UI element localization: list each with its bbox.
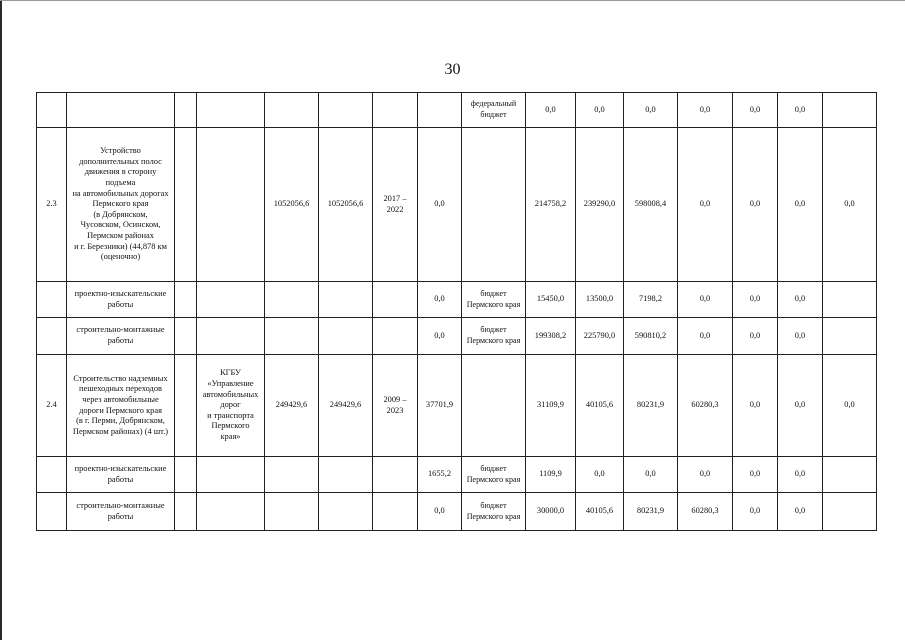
table-cell: 1052056,6 (319, 128, 373, 282)
table-cell (197, 282, 265, 318)
table-cell: 0,0 (418, 282, 462, 318)
table-cell: 1052056,6 (265, 128, 319, 282)
table-cell: 0,0 (418, 493, 462, 531)
table-row (37, 493, 877, 531)
table-cell (373, 457, 418, 493)
table-cell (175, 493, 197, 531)
table-cell: 249429,6 (265, 355, 319, 457)
table-cell: 0,0 (733, 318, 778, 355)
table-cell: бюджет Пермского края (462, 318, 526, 355)
table-cell: федеральный бюджет (462, 93, 526, 128)
table-row (37, 282, 877, 318)
table-cell (37, 318, 67, 355)
table-row (37, 128, 877, 282)
table-cell: строительно-монтажные работы (67, 318, 175, 355)
table-cell: проектно-изыскательские работы (67, 282, 175, 318)
table-row (37, 318, 877, 355)
table-cell: 249429,6 (319, 355, 373, 457)
table-cell (197, 128, 265, 282)
table-cell: проектно-изыскательские работы (67, 457, 175, 493)
table-body (37, 93, 877, 531)
table-cell: 0,0 (678, 282, 733, 318)
table-cell: 0,0 (778, 282, 823, 318)
table-cell: 7198,2 (624, 282, 678, 318)
table-cell (37, 457, 67, 493)
table-cell: 0,0 (576, 457, 624, 493)
table-cell (197, 93, 265, 128)
table-cell: бюджет Пермского края (462, 493, 526, 531)
table-cell: 13500,0 (576, 282, 624, 318)
table-cell (418, 93, 462, 128)
table-cell: 598008,4 (624, 128, 678, 282)
table-cell (37, 493, 67, 531)
table-cell: 0,0 (778, 493, 823, 531)
table-cell: 1655,2 (418, 457, 462, 493)
table-cell: 0,0 (526, 93, 576, 128)
table-cell: 0,0 (418, 128, 462, 282)
table-cell: 80231,9 (624, 493, 678, 531)
table-cell: 2.3 (37, 128, 67, 282)
table-cell: 30000,0 (526, 493, 576, 531)
table-cell: 0,0 (678, 457, 733, 493)
table-cell: 0,0 (778, 93, 823, 128)
table-cell: 0,0 (678, 318, 733, 355)
table-cell (265, 318, 319, 355)
table-cell (175, 457, 197, 493)
table-cell (175, 93, 197, 128)
table-cell (823, 493, 877, 531)
table-cell (175, 318, 197, 355)
table-cell (319, 93, 373, 128)
table-cell: 0,0 (823, 128, 877, 282)
table-cell: 31109,9 (526, 355, 576, 457)
table-row (37, 457, 877, 493)
table-cell: 60280,3 (678, 355, 733, 457)
table-cell: Устройство дополнительных полос движения в сторону подъема на автомобильных дорогах Пермского края (в Добрянском, Чусовском, Осинском, Пермском районах и г. Березники) (44,878 км (оценочно) (67, 128, 175, 282)
table-cell (67, 93, 175, 128)
table-cell (462, 355, 526, 457)
table-row (37, 355, 877, 457)
table-cell: 214758,2 (526, 128, 576, 282)
table-cell (175, 128, 197, 282)
table-cell: 0,0 (733, 457, 778, 493)
table-cell (823, 93, 877, 128)
table-cell: КГБУ «Управление автомобильных дорог и транспорта Пермского края» (197, 355, 265, 457)
table-cell (197, 493, 265, 531)
table-cell: 0,0 (733, 128, 778, 282)
table-cell (823, 318, 877, 355)
table-cell: 37701,9 (418, 355, 462, 457)
page-number: 30 (444, 61, 461, 78)
table-cell: 0,0 (624, 457, 678, 493)
table-cell (265, 493, 319, 531)
table-cell (823, 282, 877, 318)
table-cell (265, 282, 319, 318)
table-cell (175, 282, 197, 318)
table-cell (462, 128, 526, 282)
table-cell: 1109,9 (526, 457, 576, 493)
table-cell: 0,0 (778, 318, 823, 355)
table-cell: 225790,0 (576, 318, 624, 355)
table-cell (265, 93, 319, 128)
table-cell: бюджет Пермского края (462, 457, 526, 493)
table-cell (197, 457, 265, 493)
table-cell (197, 318, 265, 355)
table-cell (373, 493, 418, 531)
table-cell: 0,0 (823, 355, 877, 457)
table-cell: Строительство надземных пешеходных переходов через автомобильные дороги Пермского края (в г. Перми, Добрянском, Пермском районах) (4 шт.) (67, 355, 175, 457)
table-cell (319, 282, 373, 318)
table-cell: 0,0 (678, 93, 733, 128)
table-cell (37, 282, 67, 318)
table-cell: 0,0 (678, 128, 733, 282)
table-cell (319, 318, 373, 355)
page-left-edge (0, 0, 2, 640)
table-cell (373, 282, 418, 318)
table-cell: 2.4 (37, 355, 67, 457)
table-cell: 0,0 (778, 457, 823, 493)
table-cell (373, 318, 418, 355)
table-cell: 0,0 (733, 355, 778, 457)
table-cell: 0,0 (624, 93, 678, 128)
table-cell: 199308,2 (526, 318, 576, 355)
page-top-edge (0, 0, 905, 1)
table-cell: 2009 – 2023 (373, 355, 418, 457)
table-cell (265, 457, 319, 493)
table-cell: 15450,0 (526, 282, 576, 318)
table-cell (319, 457, 373, 493)
table-cell: 2017 – 2022 (373, 128, 418, 282)
table-cell: 0,0 (733, 93, 778, 128)
table-cell (373, 93, 418, 128)
table-cell: 0,0 (733, 282, 778, 318)
table-cell: 80231,9 (624, 355, 678, 457)
table-cell (823, 457, 877, 493)
table-cell (175, 355, 197, 457)
table-cell: 60280,3 (678, 493, 733, 531)
table-cell: 0,0 (733, 493, 778, 531)
program-table (36, 92, 877, 531)
table-cell: 590810,2 (624, 318, 678, 355)
table-cell (37, 93, 67, 128)
table-cell (319, 493, 373, 531)
table-row (37, 93, 877, 128)
table-cell: бюджет Пермского края (462, 282, 526, 318)
table-cell: 40105,6 (576, 355, 624, 457)
table-cell: 0,0 (418, 318, 462, 355)
table-cell: 239290,0 (576, 128, 624, 282)
table-cell: строительно-монтажные работы (67, 493, 175, 531)
table-cell: 0,0 (778, 355, 823, 457)
table-cell: 40105,6 (576, 493, 624, 531)
table-cell: 0,0 (778, 128, 823, 282)
table-cell: 0,0 (576, 93, 624, 128)
